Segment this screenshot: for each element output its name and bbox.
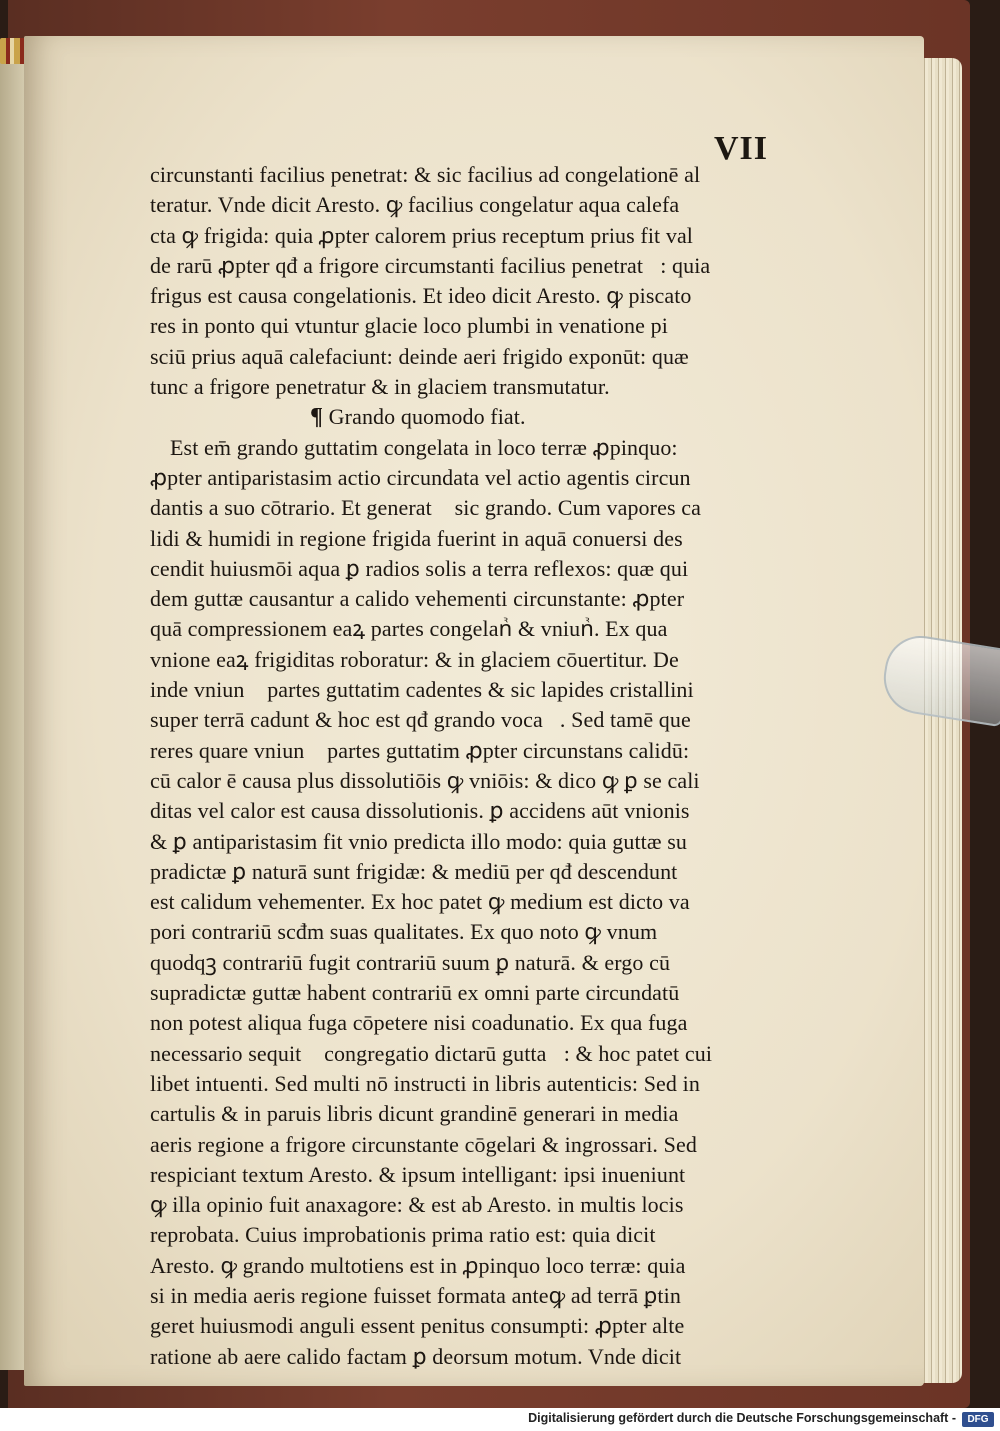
text-line: ditas vel calor est causa dissolutionis. ꝑ accidens aūt vnionis	[150, 798, 690, 824]
dfg-logo[interactable]: DFG	[962, 1412, 994, 1427]
text-line: teratur. Vnde dicit Aresto. ꝙ facilius congelatur aqua calefa	[150, 192, 680, 218]
text-line: quā compressionem eaꝝ partes congelanᷣ & vniunᷣ. Ex qua	[150, 616, 668, 642]
text-line: quodqꝫ contrariū fugit contrariū suum ꝑ naturā. & ergo cū	[150, 949, 671, 975]
section-heading-text: Grando quomodo fiat.	[328, 404, 526, 430]
text-line: geret huiusmodi anguli essent penitus consumpti: ꝓpter alte	[150, 1313, 685, 1339]
text-line: & ꝑ antiparistasim fit vnio predicta illo modo: quia guttæ su	[150, 828, 687, 854]
text-line: libet intuenti. Sed multi nō instructi in libris autenticis: Sed in	[150, 1070, 700, 1096]
text-line: ꝓpter antiparistasim actio circundata vel actio agentis circun	[150, 464, 691, 490]
text-line: respiciant textum Aresto. & ipsum intelligant: ipsi inueniunt	[150, 1161, 686, 1187]
text-line: dantis a suo cōtrario. Et generatᷣ sic grando. Cum vapores ca	[150, 495, 701, 521]
text-line: Est em̄ grando guttatim congelata in loco terræ ꝓpinquo:	[170, 434, 678, 460]
text-line: si in media aeris regione fuisset formata anteꝙ ad terrā ꝑtin	[150, 1282, 681, 1308]
text-line: inde vniunᷣ partes guttatim cadentes & sic lapides cristallini	[150, 677, 694, 703]
text-line: de rarū ꝓpter qđ a frigore circumstanti facilius penetratᷣ: quia	[150, 252, 711, 278]
text-line: supradictæ guttæ habent contrariū ex omni parte circundatū	[150, 980, 680, 1006]
text-line: res in ponto qui vtuntur glacie loco plumbi in venatione pi	[150, 313, 668, 339]
text-line: est calidum vehementer. Ex hoc patet ꝙ medium est dicto va	[150, 889, 690, 915]
text-line: vnione eaꝝ frigiditas roboratur: & in glaciem cōuertitur. De	[150, 646, 679, 672]
text-line: circunstanti facilius penetrat: & sic facilius ad congelationē al	[150, 162, 701, 187]
text-line: cendit huiusmōi aqua ꝑ radios solis a terra reflexos: quæ qui	[150, 555, 689, 581]
text-line: sciū prius aquā calefaciunt: deinde aeri frigido exponūt: quæ	[150, 343, 689, 369]
text-line: cta ꝙ frigida: quia ꝓpter calorem prius receptum prius fit val	[150, 222, 694, 248]
folio-number: VII	[714, 130, 769, 167]
footer-credit: Digitalisierung gefördert durch die Deutsche Forschungsgemeinschaft -	[528, 1411, 956, 1425]
text-line: reres quare vniunᷣ partes guttatim ꝓpter circunstans calidū:	[150, 737, 690, 763]
text-line: tunc a frigore penetratur & in glaciem transmutatur.	[150, 374, 610, 400]
text-line: necessario sequitᷣ congregatio dictarū guttaꝝ: & hoc patet cui	[150, 1040, 713, 1066]
pilcrow-icon: ¶	[310, 404, 324, 431]
text-line: ratione ab aere calido factam ꝑ deorsum motum. Vnde dicit	[150, 1343, 682, 1369]
text-line: non potest aliqua fuga cōpetere nisi coadunatio. Ex qua fuga	[150, 1010, 688, 1036]
text-line: cartulis & in paruis libris dicunt grandinē generari in media	[150, 1101, 679, 1127]
text-line: Aresto. ꝙ grando multotiens est in ꝓpinquo loco terræ: quia	[150, 1252, 686, 1278]
text-line: cū calor ē causa plus dissolutiōis ꝙ vniōis: & dico ꝙ ꝑ se cali	[150, 767, 700, 793]
text-line: dem guttæ causantur a calido vehementi circunstante: ꝓpter	[150, 586, 685, 612]
page-text	[150, 160, 790, 1372]
text-line: ꝙ illa opinio fuit anaxagore: & est ab Aresto. in multis locis	[150, 1192, 684, 1218]
text-line: lidi & humidi in regione frigida fuerint in aquā conuersi des	[150, 525, 683, 551]
footer-bar	[0, 1408, 1000, 1431]
text-line: pori contrariū scđm suas qualitates. Ex quo noto ꝙ vnum	[150, 919, 658, 945]
text-line: reprobata. Cuius improbationis prima ratio est: quia dicit	[150, 1222, 656, 1248]
text-line: pradictæ ꝑ naturā sunt frigidæ: & mediū per qđ descendunt	[150, 858, 678, 884]
text-line: frigus est causa congelationis. Et ideo dicit Aresto. ꝙ piscato	[150, 283, 692, 309]
text-line: aeris regione a frigore circunstante cōgelari & ingrossari. Sed	[150, 1131, 697, 1157]
section-heading	[150, 402, 790, 432]
text-line: super terrā cadunt & hoc est qđ grando vocaᷣ. Sed tamē que	[150, 707, 691, 733]
